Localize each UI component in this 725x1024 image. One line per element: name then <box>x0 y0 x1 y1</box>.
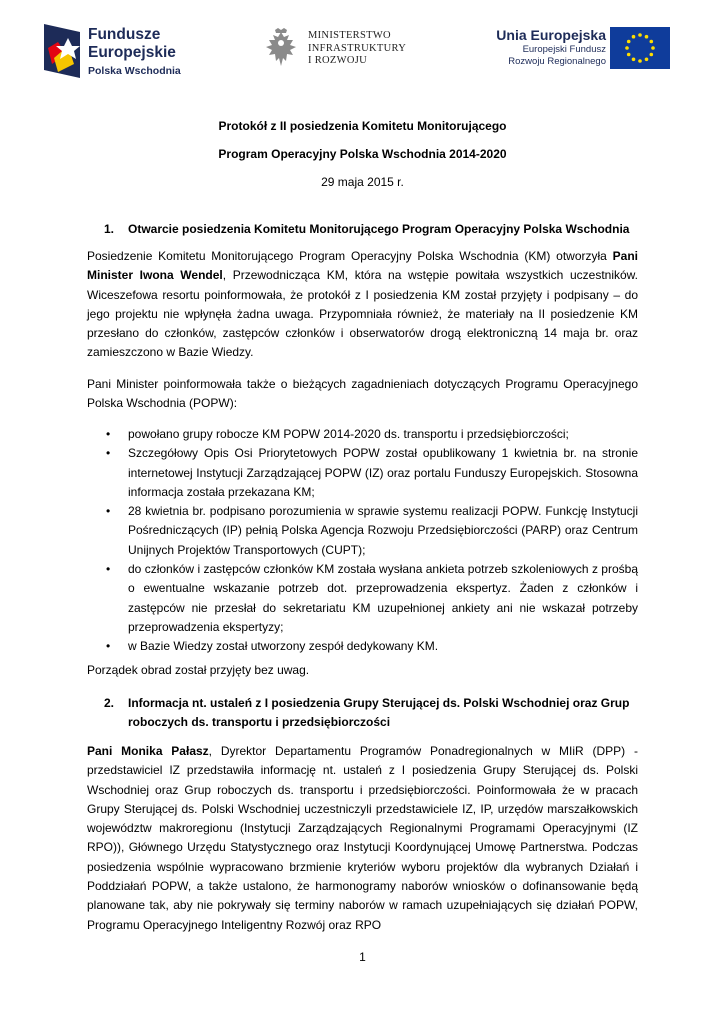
ministry-line2: INFRASTRUKTURY <box>308 42 407 54</box>
fe-stars-icon <box>44 24 80 78</box>
section2-number: 2. <box>104 696 115 710</box>
bullet-icon: • <box>106 427 111 441</box>
presenter-name: Pani Monika Pałasz <box>87 744 209 758</box>
ministry-line1: MINISTERSTWO <box>308 30 391 41</box>
section1-paragraph2: Pani Minister poinformowała także o bieżących zagadnieniach dotyczących Programu Operacyjnego Polska Wschodnia (POPW): <box>87 377 638 411</box>
section1-bullet-list <box>104 425 638 657</box>
fe-logo-line1: Fundusze <box>88 26 161 43</box>
list-item <box>104 425 638 444</box>
ministry-logo <box>262 28 422 76</box>
list-item <box>104 637 638 656</box>
section1-heading <box>104 220 644 239</box>
section2-heading-line2: roboczych ds. transportu i przedsiębiorczości <box>128 715 391 729</box>
list-item <box>104 502 638 560</box>
list-item-text: 28 kwietnia br. podpisano porozumienia w sprawie systemu realizacji POPW. Funkcję Instytucji Pośredniczących (IP) pełnią Polska Agencja Rozwoju Przedsiębiorczości (PARP) oraz Centrum Unijnych Projektów Transportowych (CUPT); <box>128 504 638 557</box>
list-item-text: powołano grupy robocze KM POPW 2014-2020 ds. transportu i przedsiębiorczości; <box>128 427 569 441</box>
section1-number: 1. <box>104 222 115 236</box>
eu-logo-line1: Europejski Fundusz <box>522 44 606 55</box>
fundusze-europejskie-logo <box>44 24 204 82</box>
list-item-text: w Bazie Wiedzy został utworzony zespół dedykowany KM. <box>128 639 439 654</box>
eu-flag-icon <box>610 27 670 69</box>
minister-name: Pani Minister Iwona Wendel <box>87 249 638 283</box>
section1-heading-text: Otwarcie posiedzenia Komitetu Monitorującego Program Operacyjny Polska Wschodnia <box>128 222 630 236</box>
section2-paragraph <box>87 742 638 935</box>
document-title: Protokół z II posiedzenia Komitetu Monitorującego <box>218 119 507 133</box>
list-item-text: do członków i zastępców członków KM została wysłana ankieta potrzeb szkoleniowych z prośbą o ewentualne wskazanie potrzeb dot. przeprowadzenia ekspertyz. Żaden z członków i zastępców nie przesłał do sekretariatu KM uzupełnionej ankiety ani nie wskazał potrzeby przeprowadzenia ekspertyzy; <box>128 562 638 634</box>
bullet-icon: • <box>106 562 111 577</box>
page-number: 1 <box>359 950 366 964</box>
list-item-text: Szczegółowy Opis Osi Priorytetowych POPW został opublikowany 1 kwietnia br. na stronie internetowej Instytucji Zarządzającej POPW (IZ) oraz portalu Funduszy Europejskich. Stosowna informacja została przekazana KM; <box>128 446 638 499</box>
bullet-icon: • <box>106 446 111 461</box>
ministry-line3: I ROZWOJU <box>308 55 367 66</box>
eagle-emblem-icon <box>262 28 300 72</box>
section2-para-text: , Dyrektor Departamentu Programów Ponadregionalnych w MIiR (DPP) - przedstawiciel IZ przedstawiła informację nt. ustaleń z I posiedzenia Grupy Sterującej ds. Polski Wschodniej oraz Grup roboczych ds. transportu i przedsiębiorczości. Poinformowała że w pracach Grupy Sterującej ds. Polski Wschodniej uczestniczyli przedstawiciele IZ, IP, urzędów marszałkowskich województw makroregionu (Instytucji Zarządzających Regionalnymi Programami Operacyjnymi (IZ RPO)), Głównego Urzędu Statystycznego oraz Instytucji Koordynującej Umowę Partnerstwa. Podczas posiedzenia wspólnie wypracowano brzmienie kryteriów wyboru projektów dla wybranych Działań i Poddziałań POPW, a także ustalono, że harmonogramy naborów wniosków o dofinansowanie będą planowane tak, aby nie pokrywały się terminy naborów w ramach uzupełniających się działań POPW, Programu Operacyjnego Inteligentny Rozwój oraz RPO <box>87 744 638 932</box>
list-item <box>104 560 638 637</box>
bullet-icon: • <box>106 504 111 519</box>
document-subtitle: Program Operacyjny Polska Wschodnia 2014-2020 <box>218 147 507 161</box>
document-date: 29 maja 2015 r. <box>321 175 404 189</box>
eu-logo-title: Unia Europejska <box>496 27 606 43</box>
section2-heading <box>104 694 644 732</box>
section1-para1-start: Posiedzenie Komitetu Monitorującego Program Operacyjny Polska Wschodnia (KM) otworzyła <box>87 249 613 263</box>
fe-logo-line3: Polska Wschodnia <box>88 65 181 77</box>
section1-paragraph1 <box>87 247 638 363</box>
eu-logo-line2: Rozwoju Regionalnego <box>508 56 606 67</box>
section2-heading-line1: Informacja nt. ustaleń z I posiedzenia Grupy Sterującej ds. Polski Wschodniej oraz Grup <box>128 696 630 710</box>
section1-paragraph3: Porządek obrad został przyjęty bez uwag. <box>87 663 310 677</box>
list-item <box>104 444 638 502</box>
bullet-icon: • <box>106 639 111 654</box>
fe-logo-line2: Europejskie <box>88 44 176 61</box>
section1-para1-end: , Przewodnicząca KM, która na wstępie powitała wszystkich uczestników. Wiceszefowa resortu poinformowała, że protokół z I posiedzenia KM został przyjęty i podpisany – do jego projektu nie wpłynęła żadna uwaga. Przypomniała również, że materiały na II posiedzenie KM przesłano do członków, zastępców członków i obserwatorów drogą elektroniczną 14 maja br. oraz zamieszczono w Bazie Wiedzy. <box>87 268 639 360</box>
eu-logo <box>480 26 680 74</box>
